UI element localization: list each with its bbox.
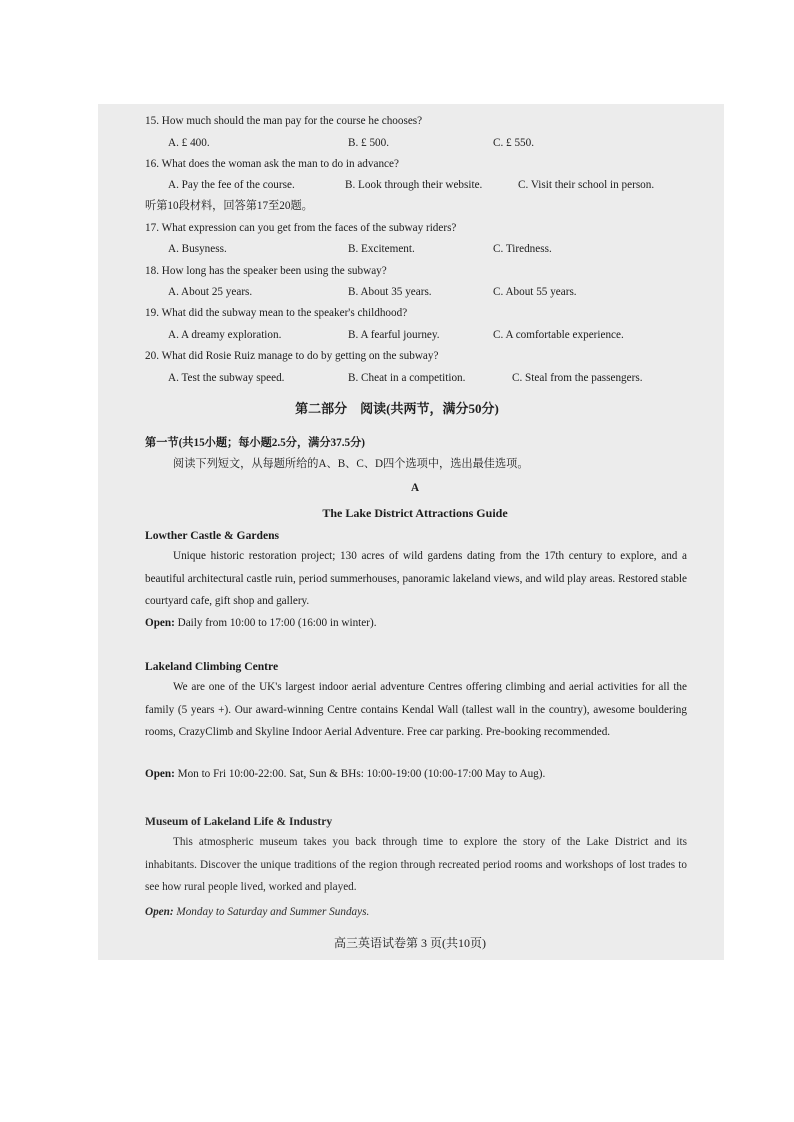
question-20: 20. What did Rosie Ruiz manage to do by getting on the subway? [145, 350, 439, 362]
section-one-instruction: 阅读下列短文，从每题所给的A、B、C、D四个选项中，选出最佳选项。 [173, 458, 529, 470]
attraction-hours-museum: Open: Monday to Saturday and Summer Sundays. [145, 906, 370, 918]
attraction-desc-lowther: Unique historic restoration project; 130 acres of wild gardens dating from the 17th century to explore, and a beautiful architectural castle ruin, period summerhouses, panoramic lakeland views, and wild play areas. Restored stable courtyard cafe, gift shop and gallery. [145, 550, 687, 607]
question-15: 15. How much should the man pay for the course he chooses? [145, 115, 423, 127]
q20-option-a: A. Test the subway speed. [168, 372, 285, 384]
q16-option-a: A. Pay the fee of the course. [168, 179, 295, 191]
q15-option-b: B. £ 500. [348, 137, 390, 149]
q19-option-b: B. A fearful journey. [348, 329, 440, 341]
q20-option-b: B. Cheat in a competition. [348, 372, 466, 384]
question-17: 17. What expression can you get from the faces of the subway riders? [145, 222, 457, 234]
q19-option-a: A. A dreamy exploration. [168, 329, 282, 341]
q19-option-c: C. A comfortable experience. [493, 329, 624, 341]
listening-instruction: 听第10段材料，回答第17至20题。 [145, 200, 313, 212]
attraction-hours-climbing: Open: Mon to Fri 10:00-22:00. Sat, Sun & BHs: 10:00-19:00 (10:00-17:00 May to Aug). [145, 768, 546, 780]
part-two-title: 第二部分 阅读(共两节，满分50分) [295, 401, 499, 416]
attraction-desc-climbing: We are one of the UK's largest indoor aerial adventure Centres offering climbing and aerial activities for all the family (5 years +). Our award-winning Centre contains Kendal Wall (tallest wall in the country), awesome bouldering rooms, CrazyClimb and Skyline Indoor Aerial Adventure. Free car parking. Pre-booking recommended. [145, 681, 687, 738]
question-19: 19. What did the subway mean to the speaker's childhood? [145, 307, 408, 319]
question-16: 16. What does the woman ask the man to do in advance? [145, 158, 399, 170]
attraction-desc-museum: This atmospheric museum takes you back through time to explore the story of the Lake District and its inhabitants. Discover the unique traditions of the region through recreated period rooms and workshops of lost trades to see how rural people lived, worked and played. [145, 836, 687, 893]
q20-option-c: C. Steal from the passengers. [512, 372, 643, 384]
q16-option-c: C. Visit their school in person. [518, 179, 655, 191]
q15-option-c: C. £ 550. [493, 137, 535, 149]
q17-option-c: C. Tiredness. [493, 243, 552, 255]
q16-option-b: B. Look through their website. [345, 179, 483, 191]
attraction-heading-climbing: Lakeland Climbing Centre [145, 660, 279, 673]
q17-option-b: B. Excitement. [348, 243, 415, 255]
q18-option-b: B. About 35 years. [348, 286, 432, 298]
attraction-hours-lowther: Open: Daily from 10:00 to 17:00 (16:00 in winter). [145, 617, 377, 629]
q18-option-c: C. About 55 years. [493, 286, 577, 298]
passage-letter: A [410, 482, 420, 494]
page-footer: 高三英语试卷第 3 页(共10页) [334, 936, 486, 950]
guide-title: The Lake District Attractions Guide [322, 506, 508, 520]
q17-option-a: A. Busyness. [168, 243, 227, 255]
attraction-heading-museum: Museum of Lakeland Life & Industry [145, 815, 333, 828]
q15-option-a: A. £ 400. [168, 137, 210, 149]
question-18: 18. How long has the speaker been using the subway? [145, 265, 387, 277]
q18-option-a: A. About 25 years. [168, 286, 253, 298]
attraction-heading-lowther: Lowther Castle & Gardens [145, 529, 280, 542]
section-one-title: 第一节(共15小题；每小题2.5分，满分37.5分) [145, 437, 366, 449]
